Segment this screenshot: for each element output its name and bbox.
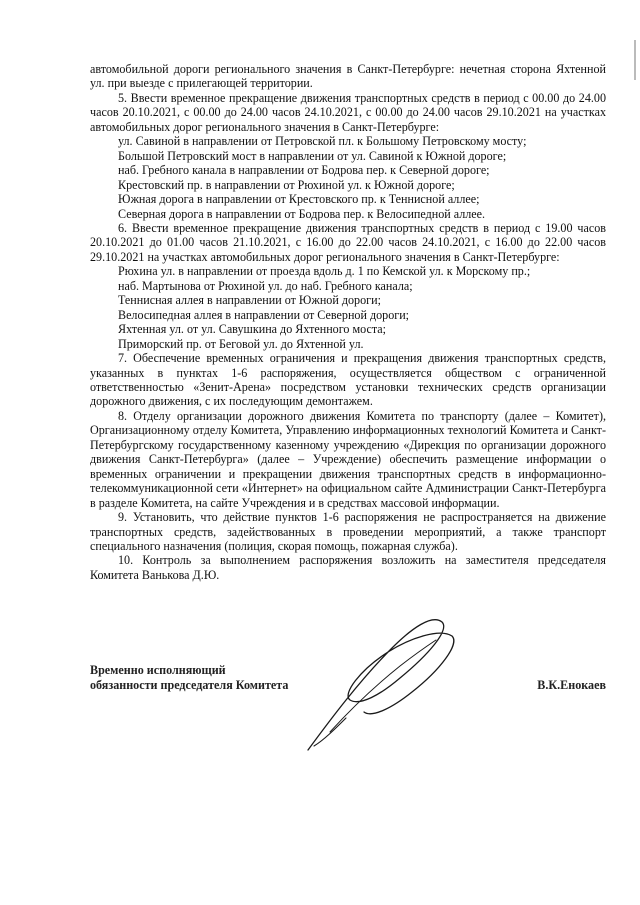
signatory-title-line2: обязанности председателя Комитета [90,678,289,692]
signatory-name: В.К.Енокаев [537,678,606,692]
road-segment: ул. Савиной в направлении от Петровской пл. к Большому Петровскому мосту; [118,134,527,149]
road-segment: Крестовский пр. в направлении от Рюхиной ул. к Южной дороге; [118,177,455,192]
handwritten-signature [300,600,470,760]
edge-mark [634,40,636,80]
road-segment: Южная дорога в направлении от Крестовского пр. к Теннисной аллее; [118,192,480,207]
signatory-title-line1: Временно исполняющий [90,663,226,677]
road-segment: Приморский пр. от Беговой ул. до Яхтенной ул. [118,336,364,351]
paragraph-continuation: автомобильной дороги регионального значения в Санкт-Петербурге: нечетная сторона Яхтенной ул. при выезде с прилегающей территории. [90,62,606,91]
road-segment: Рюхина ул. в направлении от проезда вдоль д. 1 по Кемской ул. к Морскому пр.; [118,264,531,279]
paragraph-item-10: 10. Контроль за выполнением распоряжения возложить на заместителя председателя Комитета Ванькова Д.Ю. [90,553,606,582]
road-segment: Теннисная аллея в направлении от Южной дороги; [118,293,381,308]
document-body [90,62,606,582]
paragraph-item-8: 8. Отделу организации дорожного движения Комитета по транспорту (далее – Комитет), Организационному отделу Комитета, Управлению информационных технологий Комитета и Санкт-Петербургскому государственному казенному учреждению «Дирекция по организации дорожного движения Санкт-Петербурга» (далее – Учреждение) обеспечить размещение информации о временных ограничении и прекращении движения транспортных средств в информационно-телекоммуникационной сети «Интернет» на официальном сайте Администрации Санкт-Петербурга в разделе Комитета, на сайте Учреждения и в средствах массовой информации. [90,408,606,510]
road-segment: Северная дорога в направлении от Бодрова пер. к Велосипедной аллее. [118,206,486,221]
paragraph-item-7: 7. Обеспечение временных ограничения и прекращения движения транспортных средств, указанных в пунктах 1-6 распоряжения, осуществляется обществом с ограниченной ответственностью «Зенит-Арена» посредством установки технических средств организации дорожного движения, с их последующим демонтажем. [90,351,606,409]
road-segment: Большой Петровский мост в направлении от ул. Савиной к Южной дороге; [118,148,507,163]
paragraph-item-9: 9. Установить, что действие пунктов 1-6 распоряжения не распространяется на движение транспортных средств, задействованных в проведении мероприятий, а также транспорт специального назначения (полиция, скорая помощь, пожарная служба). [90,510,606,553]
paragraph-item-6: 6. Ввести временное прекращение движения транспортных средств в период с 19.00 часов 20.10.2021 до 01.00 часов 21.10.2021, с 16.00 до 22.00 часов 24.10.2021, с 16.00 до 22.00 часов 29.10.2021 на участках автомобильных дорог регионального значения в Санкт-Петербурге: [90,220,606,264]
road-segment: наб. Мартынова от Рюхиной ул. до наб. Гребного канала; [118,278,413,293]
road-segment: Яхтенная ул. от ул. Савушкина до Яхтенного моста; [118,322,386,337]
paragraph-item-5: 5. Ввести временное прекращение движения транспортных средств в период с 00.00 до 24.00 часов 20.10.2021, с 00.00 до 24.00 часов 24.10.2021, с 00.00 до 24.00 часов 29.10.2021 на участках автомобильных дорог регионального значения в Санкт-Петербурге: [90,90,606,134]
road-segment: наб. Гребного канала в направлении от Бодрова пер. к Северной дороге; [118,163,490,178]
road-segment: Велосипедная аллея в направлении от Северной дороги; [118,307,410,322]
signatory-title [90,663,288,693]
